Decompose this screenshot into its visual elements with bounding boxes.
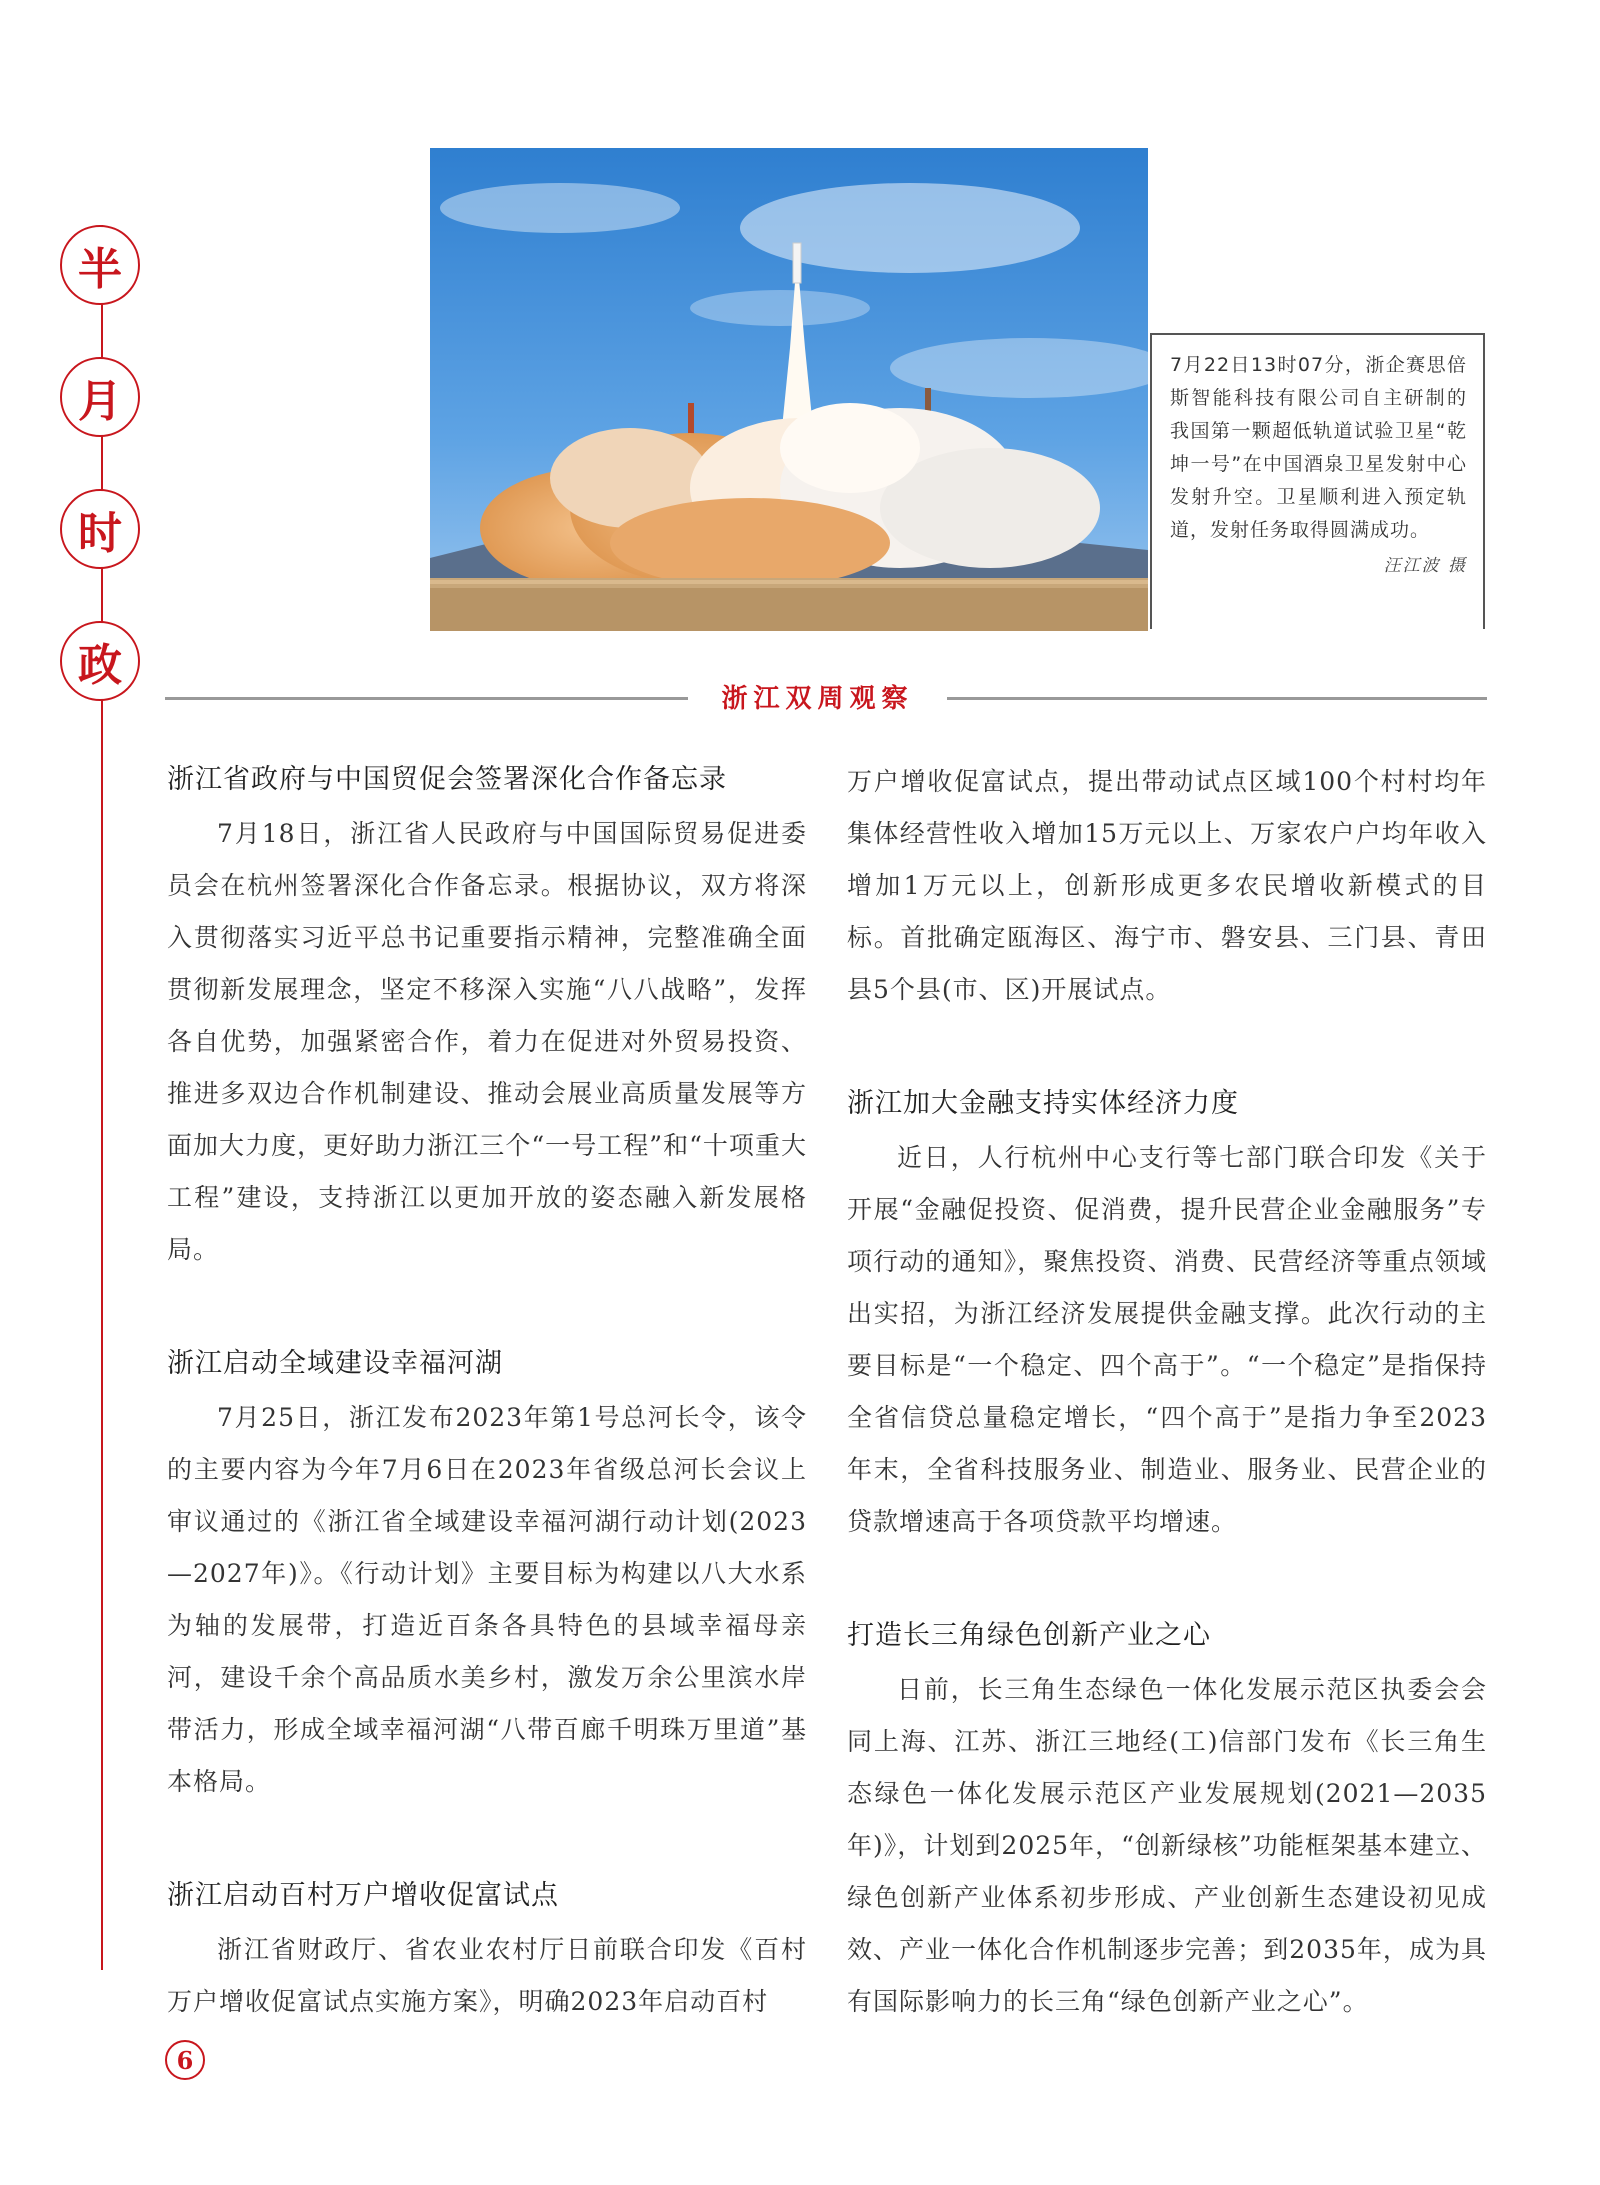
section-title: 浙江双周观察: [721, 684, 914, 714]
article-body-5: 日前，长三角生态绿色一体化发展示范区执委会会同上海、江苏、浙江三地经(工)信部门发布《长三角生态绿色一体化发展示范区产业发展规划(2021—2035年)》，计划到2025年，“创新绿核”功能框架基本建立、绿色创新产业体系初步形成、产业创新生态建设初见成效、产业一体化合作机制逐步完善；到2035年，成为具有国际影响力的长三角“绿色创新产业之心”。: [847, 1675, 1487, 2016]
article-title-4: 浙江加大金融支持实体经济力度: [847, 1088, 1239, 1119]
rocket-launch-photo: [430, 148, 1148, 631]
section-rule-left: [165, 697, 688, 700]
photo-caption-box: [1150, 333, 1485, 629]
article-body-3: 浙江省财政厅、省农业农村厅日前联合印发《百村万户增收促富试点实施方案》，明确2023年启动百村: [167, 1935, 807, 2016]
column-title: [60, 225, 140, 753]
page-number: 6: [165, 2040, 205, 2080]
column-title-char-3: 时: [60, 489, 140, 569]
photo-caption: 7月22日13时07分，浙企赛思倍斯智能科技有限公司自主研制的我国第一颗超低轨道试验卫星“乾坤一号”在中国酒泉卫星发射中心发射升空。卫星顺利进入预定轨道，发射任务取得圆满成功。: [1170, 354, 1467, 541]
article-body-1: 7月18日，浙江省人民政府与中国国际贸易促进委员会在杭州签署深化合作备忘录。根据协议，双方将深入贯彻落实习近平总书记重要指示精神，完整准确全面贯彻新发展理念，坚定不移深入实施“八八战略”，发挥各自优势，加强紧密合作，着力在促进对外贸易投资、推进多双边合作机制建设、推动会展业高质量发展等方面加大力度，更好助力浙江三个“一号工程”和“十项重大工程”建设，支持浙江以更加开放的姿态融入新发展格局。: [167, 819, 807, 1264]
article-body-2: 7月25日，浙江发布2023年第1号总河长令，该令的主要内容为今年7月6日在2023年省级总河长会议上审议通过的《浙江省全域建设幸福河湖行动计划(2023—2027年)》。《行动计划》主要目标为构建以八大水系为轴的发展带，打造近百条各具特色的县域幸福母亲河，建设千余个高品质水美乡村，激发万余公里滨水岸带活力，形成全域幸福河湖“八带百廊千明珠万里道”基本格局。: [167, 1403, 807, 1796]
column-title-char-4: 政: [60, 621, 140, 701]
column-title-char-2: 月: [60, 357, 140, 437]
column-title-char-1: 半: [60, 225, 140, 305]
article-title-3: 浙江启动百村万户增收促富试点: [167, 1880, 559, 1911]
article-title-1: 浙江省政府与中国贸促会签署深化合作备忘录: [167, 764, 727, 795]
article-title-2: 浙江启动全域建设幸福河湖: [167, 1348, 503, 1379]
left-column: [167, 752, 807, 2028]
article-body-3-continued: 万户增收促富试点，提出带动试点区域100个村村均年集体经营性收入增加15万元以上、万家农户户均年收入增加1万元以上，创新形成更多农民增收新模式的目标。首批确定瓯海区、海宁市、磐安县、三门县、青田县5个县(市、区)开展试点。: [847, 767, 1487, 1004]
article-title-5: 打造长三角绿色创新产业之心: [847, 1620, 1211, 1651]
section-rule-right: [947, 697, 1487, 700]
photo-credit: 汪江波 摄: [1383, 556, 1467, 576]
right-column: [847, 756, 1487, 2028]
article-body-4: 近日，人行杭州中心支行等七部门联合印发《关于开展“金融促投资、促消费，提升民营企业金融服务”专项行动的通知》，聚焦投资、消费、民营经济等重点领域出实招，为浙江经济发展提供金融支撑。此次行动的主要目标是“一个稳定、四个高于”。“一个稳定”是指保持全省信贷总量稳定增长，“四个高于”是指力争至2023年末，全省科技服务业、制造业、服务业、民营企业的贷款增速高于各项贷款平均增速。: [847, 1143, 1487, 1536]
